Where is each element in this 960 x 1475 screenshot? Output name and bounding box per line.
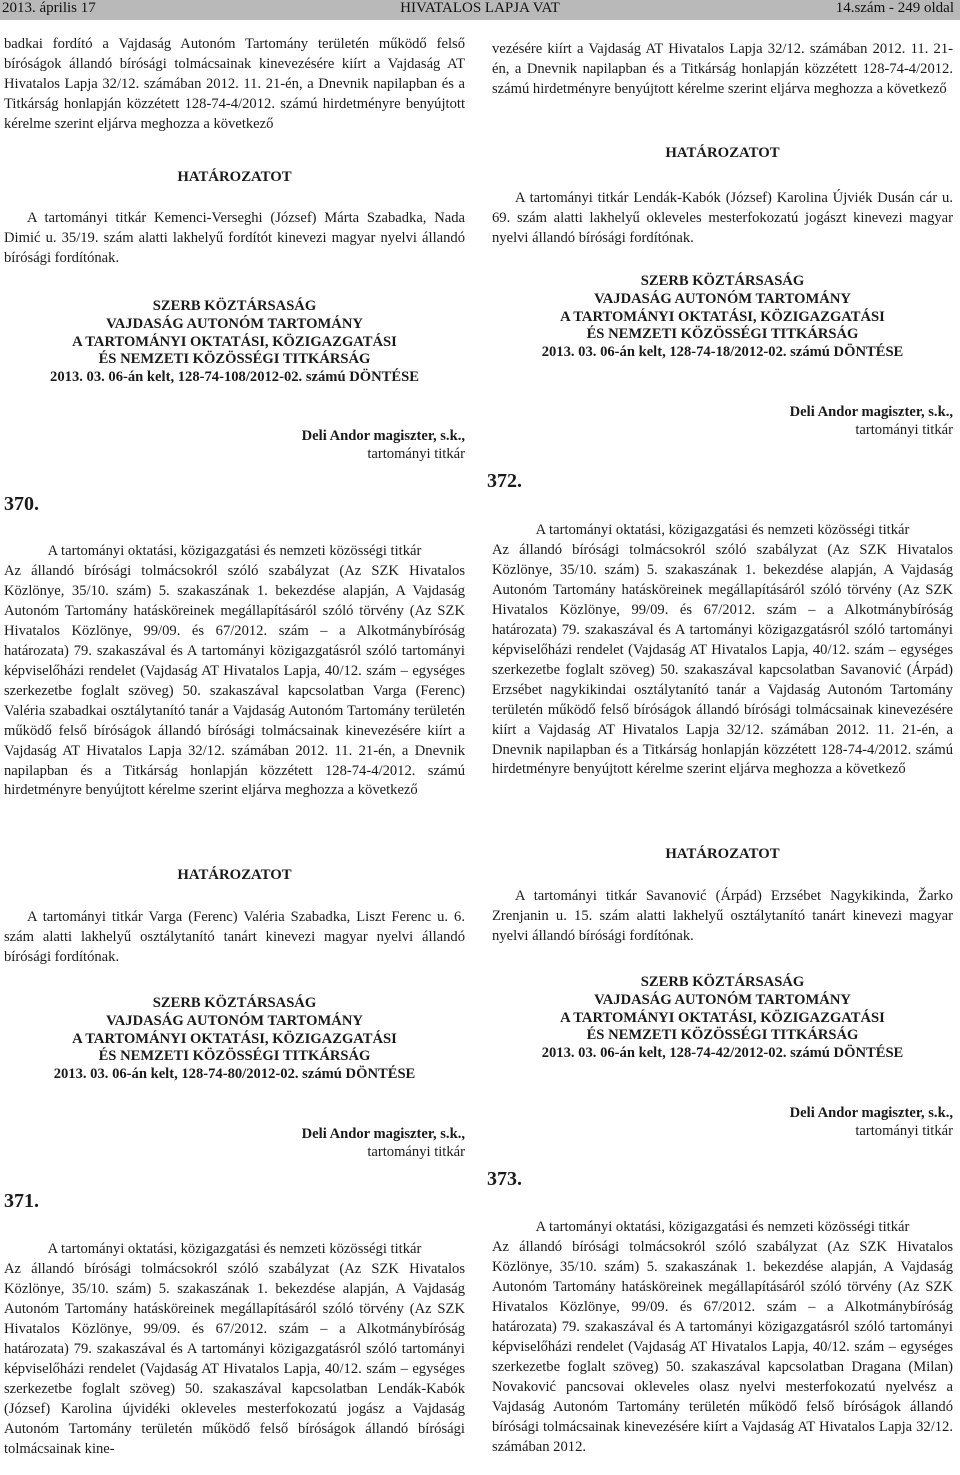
decision-paragraph: A tartományi titkár Savanović (Árpád) Erzsébet Nagykikinda, Žarko Zrenjanin u. 15. szám alatti lakhelyű osztálytanító tanárt kinevezi magyar nyelvi állandó bírósági fordítónak. bbox=[492, 888, 953, 944]
authority-line: A TARTOMÁNYI OKTATÁSI, KÖZIGAZGATÁSI bbox=[72, 333, 397, 350]
signature-block bbox=[4, 1125, 465, 1161]
item-number: 372. bbox=[487, 470, 522, 492]
intro-paragraph: vezésére kiírt a Vajdaság AT Hivatalos Lapja 32/12. számában 2012. 11. 21-én, a Dnevnik napilapban és a Titkárság honlapján közzétett 128-74-4/2012. számú hirdetményre benyújtott kérelme szerint eljárva meghozza a következő bbox=[492, 41, 953, 97]
section-heading: HATÁROZATOT bbox=[665, 145, 780, 161]
body-paragraph: Az állandó bírósági tolmácsokról szóló szabályzat (Az SZK Hivatalos Közlönye, 35/10. szám) 5. szakaszának 1. bekezdése alapján, A Vajdaság Autonóm Tartomány hatásköreinek megállapításáról szóló törvény (Az SZK Hivatalos Közlönye, 99/09. és 67/2012. szám – a Alkotmánybíróság határozata) 79. szakaszával és A tartományi közigazgatásról szóló tartományi képviselőházi rendelet (Vajdaság AT Hivatalos Lapja, 40/12. szám – egységes szerkezetbe foglalt szöveg) 50. szakaszával kapcsolatban Dragana (Milan) Novaković pancsovai okleveles olasz nyelvi mesterfokozatú nyelvész a Vajdaság Autonóm Tartomány területén működő felső bíróságok állandó bírósági tolmácsainak kinevezésére kiírt a Vajdaság AT Hivatalos Lapja 32/12. számában 2012. bbox=[492, 1239, 953, 1455]
section-heading: HATÁROZATOT bbox=[177, 169, 292, 185]
header-date: 2013. április 17 bbox=[2, 0, 96, 16]
signature-title: tartományi titkár bbox=[367, 446, 465, 462]
body-paragraph: Az állandó bírósági tolmácsokról szóló szabályzat (Az SZK Hivatalos Közlönye, 35/10. szám) 5. szakaszának 1. bekezdése alapján, A Vajdaság Autonóm Tartomány hatásköreinek megállapításáról szóló törvény (Az SZK Hivatalos Közlönye, 99/09. és 67/2012. szám – a Alkotmánybíróság határozata) 79. szakaszával és A tartományi közigazgatásról szóló tartományi képviselőházi rendelet (Vajdaság AT Hivatalos Lapja, 40/12. szám – egységes szerkezetbe foglalt szöveg) 50. szakaszával kapcsolatban Lendák-Kabók (József) Karolina újvidéki okleveles mesterfokozatú jogász a Vajdaság Autonóm Tartomány területén működő felső bíróságok állandó bírósági tolmácsainak kine- bbox=[4, 1261, 465, 1457]
signature-name: Deli Andor magiszter, s.k., bbox=[301, 1126, 465, 1142]
authority-line: 2013. 03. 06-án kelt, 128-74-80/2012-02. számú DÖNTÉSE bbox=[53, 1066, 416, 1083]
authority-line: ÉS NEMZETI KÖZÖSSÉGI TITKÁRSÁG bbox=[586, 326, 859, 343]
lead-line: A tartományi oktatási, közigazgatási és nemzeti közösségi titkár bbox=[535, 522, 910, 538]
signature-name: Deli Andor magiszter, s.k., bbox=[301, 428, 465, 444]
body-paragraph: Az állandó bírósági tolmácsokról szóló szabályzat (Az SZK Hivatalos Közlönye, 35/10. szám) 5. szakaszának 1. bekezdése alapján, A Vajdaság Autonóm Tartomány hatásköreinek megállapításáról szóló törvény (Az SZK Hivatalos Közlönye, 99/09. és 67/2012. szám – a Alkotmánybíróság határozata) 79. szakaszával és A tartományi közigazgatásról szóló tartományi képviselőházi rendelet (Vajdaság AT Hivatalos Lapja, 40/12. szám – egységes szerkezetbe foglalt szöveg) 50. szakaszával kapcsolatban Savanović (Árpád) Erzsébet nagykikindai osztálytanító tanár a Vajdaság Autonóm Tartomány területén működő felső bíróságok állandó bírósági tolmácsainak kinevezésére kiírt a Vajdaság AT Hivatalos Lapja 32/12. számában 2012. 11. 21-én, a Dnevnik napilapban és a Titkárság honlapján közzétett 128-74-4/2012. számú hirdetményre benyújtott kérelme szerint eljárva meghozza a következő bbox=[492, 542, 953, 778]
section-heading: HATÁROZATOT bbox=[177, 867, 292, 883]
authority-block bbox=[492, 974, 953, 1063]
authority-line: VAJDASÁG AUTONÓM TARTOMÁNY bbox=[106, 315, 363, 332]
authority-line: 2013. 03. 06-án kelt, 128-74-42/2012-02. számú DÖNTÉSE bbox=[541, 1045, 904, 1062]
header-page-info: 14.szám - 249 oldal bbox=[835, 0, 954, 16]
signature-block bbox=[4, 427, 465, 463]
item-number: 371. bbox=[4, 1190, 39, 1212]
signature-name: Deli Andor magiszter, s.k., bbox=[789, 1105, 953, 1121]
authority-line: VAJDASÁG AUTONÓM TARTOMÁNY bbox=[594, 290, 851, 307]
authority-line: ÉS NEMZETI KÖZÖSSÉGI TITKÁRSÁG bbox=[98, 1048, 371, 1065]
decision-paragraph: A tartományi titkár Lendák-Kabók (József) Karolina Újviék Dusán cár u. 69. szám alatti lakhelyű okleveles mesterfokozatú jogászt kinevezi magyar nyelvi állandó bírósági fordítónak. bbox=[492, 190, 953, 246]
authority-line: ÉS NEMZETI KÖZÖSSÉGI TITKÁRSÁG bbox=[586, 1027, 859, 1044]
signature-block bbox=[492, 1104, 953, 1140]
authority-line: VAJDASÁG AUTONÓM TARTOMÁNY bbox=[594, 991, 851, 1008]
authority-line: SZERB KÖZTÁRSASÁG bbox=[152, 995, 317, 1011]
signature-title: tartományi titkár bbox=[855, 422, 953, 438]
section-heading: HATÁROZATOT bbox=[665, 846, 780, 862]
lead-line: A tartományi oktatási, közigazgatási és nemzeti közösségi titkár bbox=[47, 1241, 422, 1257]
authority-line: ÉS NEMZETI KÖZÖSSÉGI TITKÁRSÁG bbox=[98, 351, 371, 368]
header-publication: HIVATALOS LAPJA VAT bbox=[400, 0, 560, 16]
item-number: 370. bbox=[4, 493, 39, 515]
lead-line: A tartományi oktatási, közigazgatási és nemzeti közösségi titkár bbox=[47, 543, 422, 559]
authority-line: 2013. 03. 06-án kelt, 128-74-108/2012-02. számú DÖNTÉSE bbox=[50, 369, 419, 386]
authority-block bbox=[4, 995, 465, 1084]
intro-paragraph: badkai fordító a Vajdaság Autonóm Tartomány területén működő felső bíróságok állandó bírósági tolmácsainak kinevezésére kiírt a Vajdaság AT Hivatalos Lapja 32/12. számában 2012. 11. 21-én, a Dnevnik napilapban és a Titkárság honlapján közzétett 128-74-4/2012. számú hirdetményre benyújtott kérelme szerint eljárva meghozza a következő bbox=[4, 36, 465, 132]
authority-line: A TARTOMÁNYI OKTATÁSI, KÖZIGAZGATÁSI bbox=[560, 1009, 885, 1026]
lead-line: A tartományi oktatási, közigazgatási és nemzeti közösségi titkár bbox=[535, 1219, 910, 1235]
authority-line: A TARTOMÁNYI OKTATÁSI, KÖZIGAZGATÁSI bbox=[72, 1030, 397, 1047]
decision-paragraph: A tartományi titkár Varga (Ferenc) Valéria Szabadka, Liszt Ferenc u. 6. szám alatti lakhelyű osztálytanító tanárt kinevezi magyar nyelvi állandó bírósági fordítónak. bbox=[4, 909, 465, 965]
authority-line: SZERB KÖZTÁRSASÁG bbox=[152, 298, 317, 314]
signature-name: Deli Andor magiszter, s.k., bbox=[789, 404, 953, 420]
authority-block bbox=[4, 298, 465, 387]
authority-block bbox=[492, 273, 953, 362]
signature-block bbox=[492, 403, 953, 439]
authority-line: VAJDASÁG AUTONÓM TARTOMÁNY bbox=[106, 1012, 363, 1029]
decision-paragraph: A tartományi titkár Kemenci-Verseghi (József) Márta Szabadka, Nada Dimić u. 35/19. szám alatti lakhelyű fordítót kinevezi magyar nyelvi állandó bírósági fordítónak. bbox=[4, 210, 465, 266]
authority-line: SZERB KÖZTÁRSASÁG bbox=[640, 273, 805, 289]
signature-title: tartományi titkár bbox=[367, 1144, 465, 1160]
page-header bbox=[0, 0, 960, 20]
item-number: 373. bbox=[487, 1168, 522, 1190]
body-paragraph: Az állandó bírósági tolmácsokról szóló szabályzat (Az SZK Hivatalos Közlönye, 35/10. szám) 5. szakaszának 1. bekezdése alapján, A Vajdaság Autonóm Tartomány hatásköreinek megállapításáról szóló törvény (Az SZK Hivatalos Közlönye, 99/09. és 67/2012. szám – a Alkotmánybíróság határozata) 79. szakaszával és A tartományi közigazgatásról szóló tartományi képviselőházi rendelet (Vajdaság AT Hivatalos Lapja, 40/12. szám – egységes szerkezetbe foglalt szöveg) 50. szakaszával kapcsolatban Varga (Ferenc) Valéria szabadkai osztálytanító tanár a Vajdaság Autonóm Tartomány területén működő felső bíróságok állandó bírósági tolmácsainak kinevezésére kiírt a Vajdaság AT Hivatalos Lapja 32/12. számában 2012. 11. 21-én, a Dnevnik napilapban és a Titkárság honlapján közzétett 128-74-4/2012. számú hirdetményre benyújtott kérelme szerint eljárva meghozza a következő bbox=[4, 563, 465, 799]
signature-title: tartományi titkár bbox=[855, 1123, 953, 1139]
authority-line: 2013. 03. 06-án kelt, 128-74-18/2012-02. számú DÖNTÉSE bbox=[541, 344, 904, 361]
authority-line: A TARTOMÁNYI OKTATÁSI, KÖZIGAZGATÁSI bbox=[560, 308, 885, 325]
authority-line: SZERB KÖZTÁRSASÁG bbox=[640, 974, 805, 990]
